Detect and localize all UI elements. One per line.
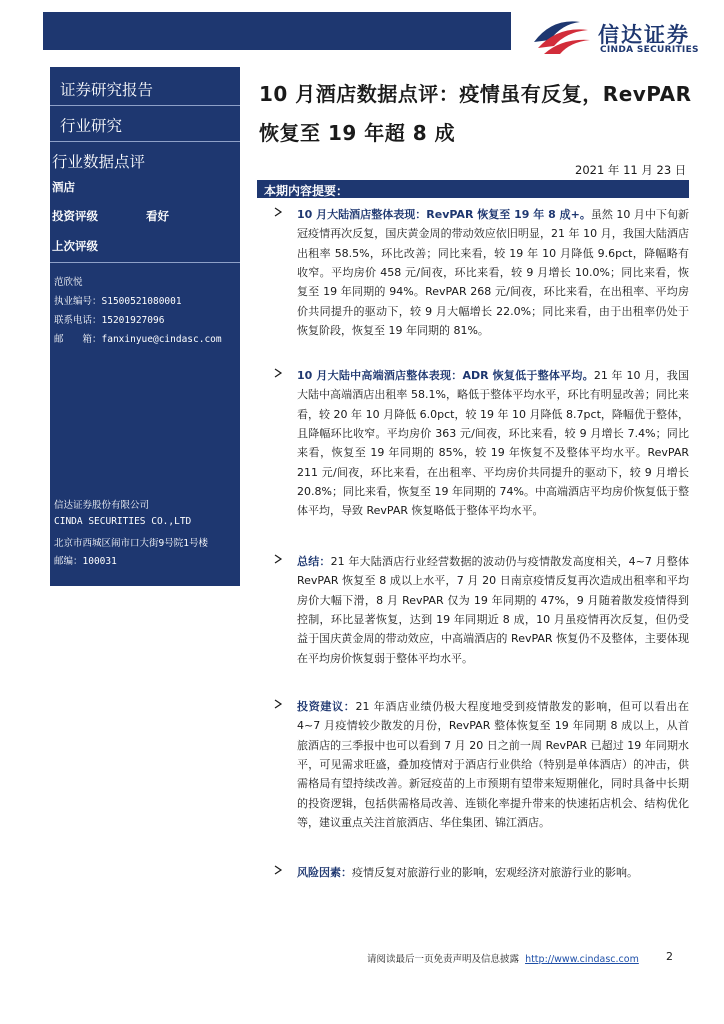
- section-investment-advice: [273, 697, 689, 832]
- section-lead: 总结：: [297, 555, 331, 568]
- cinda-logo-icon: [532, 16, 592, 56]
- section-risk-factors: [273, 863, 689, 882]
- sidebar-rating-label: 投资评级: [52, 209, 98, 223]
- arrow-bullet-icon: [273, 368, 283, 378]
- sidebar-category-industry-research: 行业研究: [60, 117, 123, 135]
- sidebar-divider: [50, 262, 240, 263]
- arrow-bullet-icon: [273, 699, 283, 709]
- company-logo: [532, 16, 712, 56]
- arrow-bullet-icon: [273, 865, 283, 875]
- analyst-phone: 联系电话：15201927096: [54, 315, 165, 326]
- report-date: 2021 年 11 月 23 日: [575, 163, 687, 177]
- sidebar-industry: 酒店: [52, 180, 75, 194]
- section-paragraph: [297, 863, 689, 882]
- analyst-name: 范欣悦: [54, 277, 83, 288]
- analyst-email: 邮 箱：fanxinyue@cindasc.com: [54, 334, 222, 345]
- arrow-bullet-icon: [273, 554, 283, 564]
- sidebar-rating-value: 看好: [146, 209, 169, 223]
- section-body: 虽然 10 月中下旬新冠疫情再次反复，国庆黄金周的带动效应依旧明显，21 年 10 月，我国大陆酒店出租率 58.5%，环比改善；同比来看，较 19 年 10 月降低 9.6pct，降幅略有收窄。平均房价 458 元/间夜，环比来看，较 9 月增长 10.0%；同比来看，恢复至 19 年同期的 94%。RevPAR 268 元/间夜，环比来看，在出租率、平均房价共同提升的驱动下，较 9 月大幅增长 22.0%；同比来看，由于出租率仍处于恢复阶段，恢复至 19 年同期的 81%。: [297, 208, 689, 338]
- footer-disclaimer: 请阅读最后一页免责声明及信息披露: [367, 954, 520, 965]
- logo-text-cn: 信达证券: [598, 23, 690, 47]
- section-overall-performance: [273, 205, 689, 340]
- sidebar-category-data-review: 行业数据点评: [52, 153, 146, 171]
- section-lead: 10 月大陆酒店整体表现：RevPAR 恢复至 19 年 8 成+。: [297, 208, 591, 221]
- section-body: 21 年大陆酒店行业经营数据的波动仍与疫情散发高度相关，4~7 月整体 RevPAR 恢复至 8 成以上水平，7 月 20 日南京疫情反复再次造成出租率和平均房价大幅下滑，8 月 RevPAR 仅为 19 年同期的 47%，9 月随着散发疫情得到控制，环比显著恢复，达到 19 年同期近 8 成，10 月虽疫情再次反复，但仍受益于国庆黄金周的带动效应，中高端酒店的 RevPAR 恢复仍不及整体，主要体现在平均房价恢复弱于整体平均水平。: [297, 555, 690, 665]
- arrow-bullet-icon: [273, 207, 283, 217]
- section-body: 21 年酒店业绩仍极大程度地受到疫情散发的影响，但可以看出在 4~7 月疫情较少散发的月份，RevPAR 整体恢复至 19 年同期 8 成以上，从首旅酒店的三季报中也可以看到 7 月 20 日之前一周 RevPAR 已超过 19 年同期水平，可见需求旺盛，叠加疫情对于酒店行业供给（特别是单体酒店）的冲击，供需格局有望持续改善。新冠疫苗的上市预期有望带来短期催化，同时具备中长期的投资逻辑，包括供需格局改善、连锁化率提升带来的快速拓店机会、结构优化等，建议重点关注首旅酒店、华住集团、锦江酒店。: [297, 700, 689, 830]
- company-address: 北京市西城区闹市口大街9号院1号楼: [54, 538, 208, 549]
- footer: [367, 951, 639, 965]
- section-midhigh-performance: [273, 366, 689, 521]
- header-banner: [43, 12, 511, 50]
- summary-header: 本期内容提要：: [257, 180, 689, 198]
- section-paragraph: [297, 552, 689, 668]
- section-lead: 风险因素：: [297, 866, 352, 879]
- sidebar-prev-rating-label: 上次评级: [52, 239, 98, 253]
- logo-text-en: CINDA SECURITIES: [600, 45, 699, 55]
- section-lead: 投资建议：: [297, 700, 356, 713]
- sidebar-divider: [50, 105, 240, 106]
- section-body: 21 年 10 月，我国大陆中高端酒店出租率 58.1%，略低于整体平均水平，环比有明显改善；同比来看，较 20 年 10 月降低 6.0pct，较 19 年 10 月降低 8.7pct，降幅优于整体，且降幅环比收窄。平均房价 363 元/间夜，环比来看，较 9 月增长 7.4%；同比来看，恢复至 19 年同期的 85%，较 19 年恢复不及整体平均水平。RevPAR 211 元/间夜，环比来看，在出租率、平均房价共同提升的驱动下，较 9 月增长 20.8%；同比来看，恢复至 19 年同期的 74%。中高端酒店平均房价恢复低于整体平均，导致 RevPAR 恢复略低于整体平均水平。: [297, 369, 689, 518]
- section-summary: [273, 552, 689, 668]
- section-body: 疫情反复对旅游行业的影响，宏观经济对旅游行业的影响。: [352, 866, 638, 879]
- company-name-en: CINDA SECURITIES CO.,LTD: [54, 516, 192, 527]
- section-paragraph: [297, 697, 689, 832]
- section-lead: 10 月大陆中高端酒店整体表现：ADR 恢复低于整体平均。: [297, 369, 594, 382]
- report-title-line2: 恢复至 19 年超 8 成: [259, 121, 456, 145]
- footer-website-link[interactable]: http://www.cindasc.com: [525, 954, 639, 965]
- company-postcode: 邮编：100031: [54, 556, 117, 567]
- company-name-cn: 信达证券股份有限公司: [54, 500, 150, 511]
- analyst-license: 执业编号：S1500521080001: [54, 296, 182, 307]
- sidebar-divider: [50, 141, 240, 142]
- page-number: 2: [666, 950, 673, 963]
- section-paragraph: [297, 366, 689, 521]
- report-title-line1: 10 月酒店数据点评：疫情虽有反复，RevPAR: [259, 82, 692, 106]
- sidebar-category-report: 证券研究报告: [60, 81, 154, 99]
- section-paragraph: [297, 205, 689, 340]
